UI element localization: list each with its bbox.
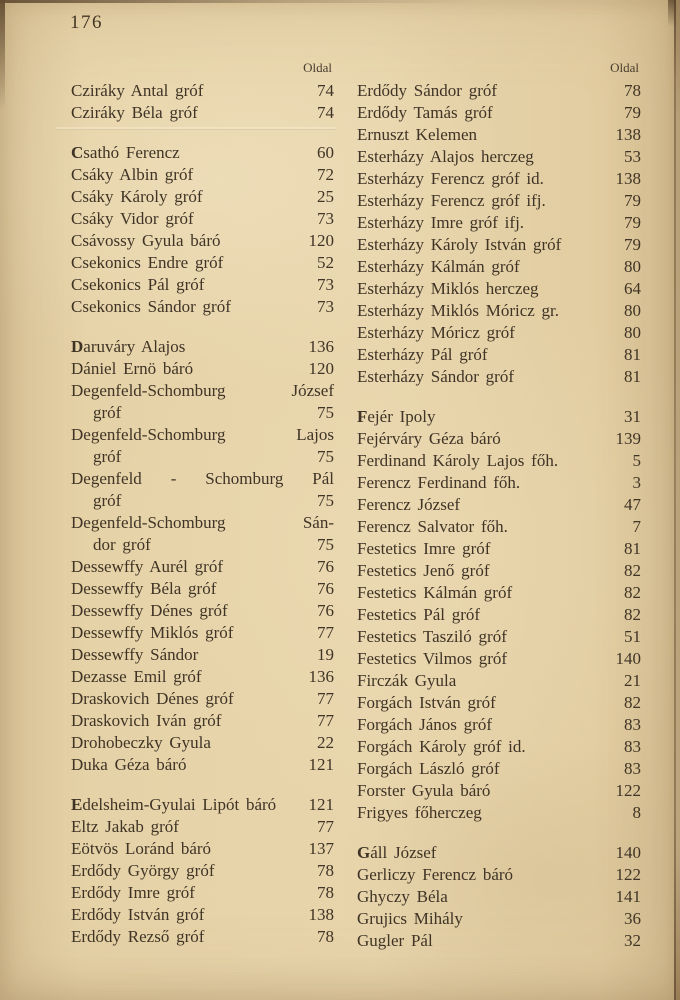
entry-name: Esterházy Ferencz gróf ifj. bbox=[357, 191, 546, 210]
index-entry bbox=[357, 648, 641, 670]
entry-name: Dezasse Emil gróf bbox=[71, 667, 202, 686]
entry-name: Esterházy Pál gróf bbox=[357, 345, 488, 364]
entry-page: 80 bbox=[624, 257, 641, 276]
entry-page: 73 bbox=[317, 275, 334, 294]
column-body bbox=[71, 80, 334, 948]
entry-name-line2: gróf bbox=[93, 447, 122, 466]
index-entry bbox=[71, 882, 334, 904]
entry-name: Dessewffy Sándor bbox=[71, 645, 199, 664]
entry-page: 141 bbox=[615, 887, 641, 906]
entry-name-line2: dor gróf bbox=[93, 535, 151, 554]
entry-page: 83 bbox=[624, 759, 641, 778]
entry-name: Forster Gyula báró bbox=[357, 781, 491, 800]
entry-name: Csávossy Gyula báró bbox=[71, 231, 221, 250]
entry-name: Esterházy Móricz gróf bbox=[357, 323, 515, 342]
index-entry bbox=[357, 758, 641, 780]
bold-initial: C bbox=[71, 143, 84, 162]
entry-name: Forgách László gróf bbox=[357, 759, 500, 778]
index-entry bbox=[357, 538, 641, 560]
entry-name: Draskovich Dénes gróf bbox=[71, 689, 234, 708]
index-group bbox=[71, 794, 334, 948]
entry-page: 82 bbox=[624, 605, 641, 624]
index-entry bbox=[71, 296, 334, 318]
entry-name: Frigyes főherczeg bbox=[357, 803, 482, 822]
entry-page: 32 bbox=[624, 931, 641, 950]
column-body bbox=[357, 80, 641, 952]
page-top-edge-shadow bbox=[0, 0, 476, 3]
entry-page: 76 bbox=[317, 557, 334, 576]
index-entry bbox=[71, 860, 334, 882]
entry-name: Csekonics Sándor gróf bbox=[71, 297, 231, 316]
entry-name: Fejér Ipoly bbox=[357, 407, 436, 426]
entry-page: 75 bbox=[317, 403, 334, 422]
index-entry bbox=[71, 644, 334, 666]
entry-page: 120 bbox=[308, 359, 334, 378]
index-entry bbox=[357, 802, 641, 824]
entry-name: Cziráky Antal gróf bbox=[71, 81, 204, 100]
entry-page: 136 bbox=[308, 667, 334, 686]
entry-name: Esterházy Kálmán gróf bbox=[357, 257, 520, 276]
index-entry bbox=[357, 582, 641, 604]
index-entry bbox=[357, 714, 641, 736]
entry-page: 47 bbox=[624, 495, 641, 514]
entry-line2 bbox=[71, 446, 334, 468]
entry-name: Fejérváry Géza báró bbox=[357, 429, 501, 448]
entry-name: Cziráky Béla gróf bbox=[71, 103, 198, 122]
index-entry bbox=[357, 256, 641, 278]
entry-page: 138 bbox=[615, 125, 641, 144]
entry-page: 53 bbox=[624, 147, 641, 166]
entry-name-line2: gróf bbox=[93, 491, 122, 510]
index-entry bbox=[71, 230, 334, 252]
entry-page: 74 bbox=[317, 81, 334, 100]
bold-initial: F bbox=[357, 407, 368, 426]
entry-name: Ghyczy Béla bbox=[357, 887, 448, 906]
entry-page: 122 bbox=[615, 865, 641, 884]
entry-page: 140 bbox=[615, 843, 641, 862]
index-entry bbox=[357, 300, 641, 322]
entry-name: Erdődy Rezső gróf bbox=[71, 927, 205, 946]
index-entry bbox=[71, 252, 334, 274]
entry-page: 8 bbox=[632, 803, 641, 822]
entry-name: Ferencz József bbox=[357, 495, 461, 514]
index-entry bbox=[71, 424, 334, 468]
entry-page: 81 bbox=[624, 345, 641, 364]
index-entry bbox=[357, 864, 641, 886]
index-entry bbox=[71, 164, 334, 186]
index-entry bbox=[357, 428, 641, 450]
entry-name: Esterházy Károly István gróf bbox=[357, 235, 562, 254]
index-column-left bbox=[71, 60, 334, 948]
index-entry bbox=[71, 208, 334, 230]
index-group bbox=[357, 80, 641, 388]
entry-name: Erdődy István gróf bbox=[71, 905, 205, 924]
entry-name: Esterházy Miklós Móricz gr. bbox=[357, 301, 560, 320]
index-entry bbox=[71, 512, 334, 556]
entry-name: Draskovich Iván gróf bbox=[71, 711, 222, 730]
page-edge-line bbox=[674, 0, 676, 1000]
index-entry bbox=[357, 908, 641, 930]
entry-name: Eltz Jakab gróf bbox=[71, 817, 179, 836]
entry-name-line2: gróf bbox=[93, 403, 122, 422]
index-entry bbox=[71, 336, 334, 358]
index-entry bbox=[357, 80, 641, 102]
entry-name: Festetics Kálmán gróf bbox=[357, 583, 513, 602]
entry-name: Forgách István gróf bbox=[357, 693, 496, 712]
column-header: Oldal bbox=[610, 60, 639, 75]
entry-name: Festetics Pál gróf bbox=[357, 605, 481, 624]
index-entry bbox=[357, 780, 641, 802]
index-entry bbox=[71, 838, 334, 860]
index-entry bbox=[71, 102, 334, 124]
entry-page: 82 bbox=[624, 561, 641, 580]
entry-page: 78 bbox=[317, 883, 334, 902]
entry-name: Drohobeczky Gyula bbox=[71, 733, 211, 752]
entry-name: Erdődy Imre gróf bbox=[71, 883, 195, 902]
entry-page: 64 bbox=[624, 279, 641, 298]
index-entry bbox=[357, 472, 641, 494]
index-entry bbox=[71, 80, 334, 102]
entry-name: Festetics Imre gróf bbox=[357, 539, 491, 558]
index-entry bbox=[71, 274, 334, 296]
index-entry bbox=[357, 168, 641, 190]
entry-name: Gáll József bbox=[357, 843, 437, 862]
entry-name: Gerliczy Ferencz báró bbox=[357, 865, 514, 884]
entry-page: 25 bbox=[317, 187, 334, 206]
entry-name: Festetics Tasziló gróf bbox=[357, 627, 507, 646]
entry-page: 121 bbox=[308, 795, 334, 814]
index-entry bbox=[357, 626, 641, 648]
index-group bbox=[357, 406, 641, 824]
index-entry bbox=[71, 556, 334, 578]
entry-page: 73 bbox=[317, 209, 334, 228]
entry-page: 36 bbox=[624, 909, 641, 928]
index-entry bbox=[357, 124, 641, 146]
index-entry bbox=[71, 600, 334, 622]
entry-page: 21 bbox=[624, 671, 641, 690]
entry-page: 77 bbox=[317, 817, 334, 836]
entry-name-line1: Degenfeld-Schomburg József bbox=[71, 381, 334, 400]
page-corner-shadow-top-left bbox=[0, 0, 5, 110]
entry-name: Daruváry Alajos bbox=[71, 337, 186, 356]
entry-page: 5 bbox=[632, 451, 641, 470]
index-entry bbox=[357, 278, 641, 300]
entry-page: 140 bbox=[615, 649, 641, 668]
entry-page: 76 bbox=[317, 601, 334, 620]
index-entry bbox=[357, 190, 641, 212]
entry-line2 bbox=[71, 490, 334, 512]
entry-page: 22 bbox=[317, 733, 334, 752]
entry-name: Ferdinand Károly Lajos főh. bbox=[357, 451, 559, 470]
index-entry bbox=[357, 212, 641, 234]
entry-page: 7 bbox=[632, 517, 641, 536]
entry-name: Dessewffy Dénes gróf bbox=[71, 601, 228, 620]
entry-name: Grujics Mihály bbox=[357, 909, 463, 928]
entry-page: 77 bbox=[317, 689, 334, 708]
index-entry bbox=[71, 754, 334, 776]
entry-page: 73 bbox=[317, 297, 334, 316]
entry-page: 139 bbox=[615, 429, 641, 448]
entry-page: 77 bbox=[317, 711, 334, 730]
entry-name: Ferencz Ferdinand főh. bbox=[357, 473, 521, 492]
entry-page: 138 bbox=[615, 169, 641, 188]
entry-page: 80 bbox=[624, 323, 641, 342]
entry-name: Forgách Károly gróf id. bbox=[357, 737, 526, 756]
entry-name: Csáky Albin gróf bbox=[71, 165, 194, 184]
index-entry bbox=[357, 692, 641, 714]
index-entry bbox=[357, 736, 641, 758]
entry-name-line1: Degenfeld-Schomburg Lajos bbox=[71, 425, 334, 444]
index-entry bbox=[357, 560, 641, 582]
index-entry bbox=[71, 578, 334, 600]
index-entry bbox=[71, 380, 334, 424]
entry-page: 83 bbox=[624, 715, 641, 734]
page-number: 176 bbox=[70, 12, 103, 33]
index-entry bbox=[71, 926, 334, 948]
index-entry bbox=[357, 234, 641, 256]
index-entry bbox=[71, 732, 334, 754]
index-entry bbox=[71, 622, 334, 644]
entry-name: Erdődy György gróf bbox=[71, 861, 215, 880]
entry-page: 52 bbox=[317, 253, 334, 272]
entry-page: 77 bbox=[317, 623, 334, 642]
index-group bbox=[357, 842, 641, 952]
index-entry bbox=[357, 494, 641, 516]
entry-page: 76 bbox=[317, 579, 334, 598]
index-group bbox=[71, 142, 334, 318]
index-entry bbox=[71, 186, 334, 208]
entry-page: 78 bbox=[317, 927, 334, 946]
index-entry bbox=[357, 146, 641, 168]
index-entry bbox=[357, 322, 641, 344]
index-group bbox=[71, 80, 334, 124]
index-column-right bbox=[357, 60, 641, 952]
entry-name: Eötvös Loránd báró bbox=[71, 839, 212, 858]
column-header: Oldal bbox=[303, 60, 332, 75]
entry-page: 60 bbox=[317, 143, 334, 162]
entry-name: Edelsheim-Gyulai Lipót báró bbox=[71, 795, 277, 814]
entry-page: 83 bbox=[624, 737, 641, 756]
entry-name: Erdődy Sándor gróf bbox=[357, 81, 498, 100]
entry-line2 bbox=[71, 402, 334, 424]
entry-name-line1: Degenfeld - Schomburg Pál bbox=[71, 469, 334, 488]
entry-name-line1: Degenfeld-Schomburg Sán- bbox=[71, 513, 334, 532]
entry-page: 79 bbox=[624, 213, 641, 232]
entry-page: 75 bbox=[317, 491, 334, 510]
entry-name: Gugler Pál bbox=[357, 931, 433, 950]
entry-name: Ferencz Salvator főh. bbox=[357, 517, 508, 536]
entry-name: Firczák Gyula bbox=[357, 671, 457, 690]
entry-name: Festetics Vilmos gróf bbox=[357, 649, 508, 668]
index-entry bbox=[357, 450, 641, 472]
index-entry bbox=[71, 816, 334, 838]
entry-page: 82 bbox=[624, 583, 641, 602]
entry-name: Dessewffy Aurél gróf bbox=[71, 557, 223, 576]
entry-name: Erdődy Tamás gróf bbox=[357, 103, 493, 122]
index-entry bbox=[357, 842, 641, 864]
entry-name: Esterházy Sándor gróf bbox=[357, 367, 515, 386]
entry-page: 3 bbox=[632, 473, 641, 492]
index-entry bbox=[71, 688, 334, 710]
entry-page: 81 bbox=[624, 367, 641, 386]
entry-name: Csekonics Pál gróf bbox=[71, 275, 205, 294]
entry-page: 136 bbox=[308, 337, 334, 356]
entry-page: 80 bbox=[624, 301, 641, 320]
entry-page: 51 bbox=[624, 627, 641, 646]
entry-page: 78 bbox=[624, 81, 641, 100]
entry-name: Esterházy Imre gróf ifj. bbox=[357, 213, 525, 232]
entry-name: Csathó Ferencz bbox=[71, 143, 180, 162]
entry-name: Esterházy Alajos herczeg bbox=[357, 147, 534, 166]
index-entry bbox=[357, 516, 641, 538]
index-entry bbox=[71, 710, 334, 732]
bold-initial: E bbox=[71, 795, 83, 814]
page-edge-strip bbox=[676, 0, 680, 1000]
entry-page: 79 bbox=[624, 191, 641, 210]
entry-name: Csáky Károly gróf bbox=[71, 187, 203, 206]
entry-page: 19 bbox=[317, 645, 334, 664]
entry-page: 75 bbox=[317, 535, 334, 554]
entry-page: 138 bbox=[308, 905, 334, 924]
index-entry bbox=[357, 670, 641, 692]
entry-name: Esterházy Ferencz gróf id. bbox=[357, 169, 544, 188]
entry-page: 31 bbox=[624, 407, 641, 426]
entry-page: 79 bbox=[624, 103, 641, 122]
entry-name: Csáky Vidor gróf bbox=[71, 209, 194, 228]
entry-name: Dániel Ernö báró bbox=[71, 359, 194, 378]
index-entry bbox=[357, 102, 641, 124]
entry-page: 75 bbox=[317, 447, 334, 466]
entry-name: Dessewffy Béla gróf bbox=[71, 579, 217, 598]
index-entry bbox=[357, 930, 641, 952]
entry-name: Esterházy Miklós herczeg bbox=[357, 279, 539, 298]
entry-page: 79 bbox=[624, 235, 641, 254]
index-entry bbox=[71, 666, 334, 688]
index-entry bbox=[357, 406, 641, 428]
index-entry bbox=[357, 344, 641, 366]
entry-name: Duka Géza báró bbox=[71, 755, 187, 774]
entry-name: Csekonics Endre gróf bbox=[71, 253, 224, 272]
entry-page: 137 bbox=[308, 839, 334, 858]
index-entry bbox=[71, 794, 334, 816]
index-entry bbox=[71, 468, 334, 512]
index-entry bbox=[357, 366, 641, 388]
entry-name: Dessewffy Miklós gróf bbox=[71, 623, 234, 642]
entry-page: 120 bbox=[308, 231, 334, 250]
entry-page: 72 bbox=[317, 165, 334, 184]
entry-line2 bbox=[71, 534, 334, 556]
index-entry bbox=[357, 886, 641, 908]
entry-name: Forgách János gróf bbox=[357, 715, 492, 734]
entry-page: 82 bbox=[624, 693, 641, 712]
index-entry bbox=[71, 358, 334, 380]
entry-page: 74 bbox=[317, 103, 334, 122]
bold-initial: D bbox=[71, 337, 84, 356]
index-entry bbox=[357, 604, 641, 626]
entry-name: Festetics Jenő gróf bbox=[357, 561, 490, 580]
entry-page: 78 bbox=[317, 861, 334, 880]
index-entry bbox=[71, 904, 334, 926]
index-entry bbox=[71, 142, 334, 164]
entry-page: 122 bbox=[615, 781, 641, 800]
index-group bbox=[71, 336, 334, 776]
bold-initial: G bbox=[357, 843, 371, 862]
entry-name: Ernuszt Kelemen bbox=[357, 125, 478, 144]
entry-page: 81 bbox=[624, 539, 641, 558]
entry-page: 121 bbox=[308, 755, 334, 774]
